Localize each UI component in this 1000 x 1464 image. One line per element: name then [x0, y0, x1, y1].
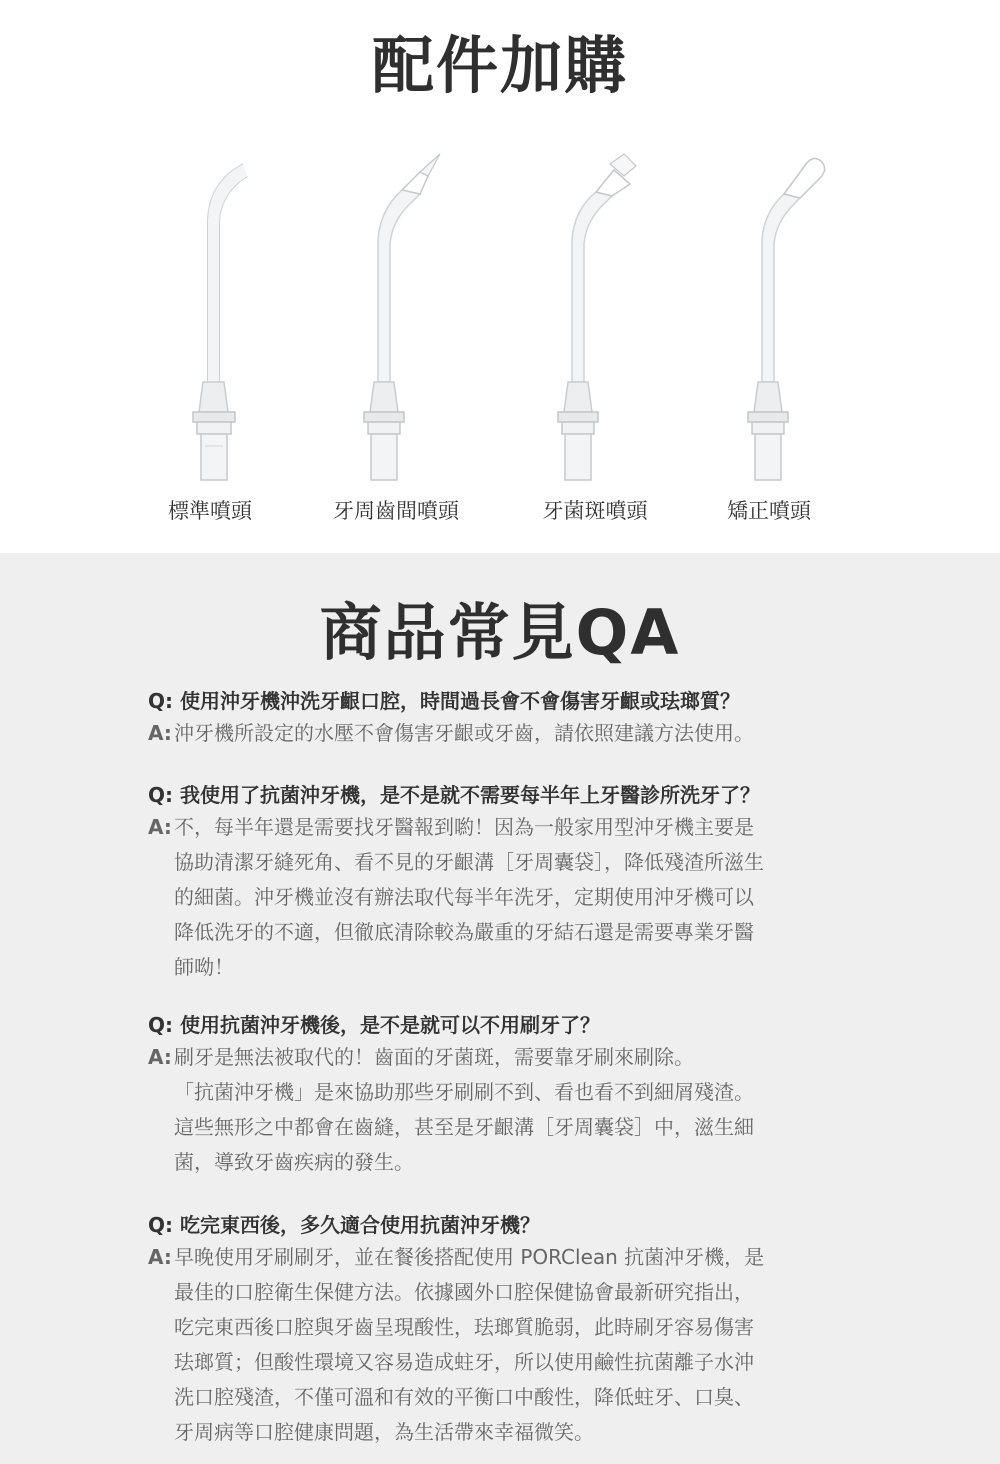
qa-entry [148, 1210, 868, 1450]
qa-answer: A: 不，每半年還是需要找牙醫報到喲！因為一般家用型沖牙機主要是 協助清潔牙縫死角、看不見的牙齦溝［牙周囊袋］，降低殘渣所滋生 的細菌。沖牙機並沒有辦法取代每半年洗牙，定期使用沖牙機可以 降低洗牙的不適，但徹底清除較為嚴重的牙結石還是需要專業牙醫 師呦！ [148, 815, 764, 979]
qa-answer: A: 刷牙是無法被取代的！齒面的牙菌斑，需要靠牙刷來刷除。 「抗菌沖牙機」是來協助那些牙刷刷不到、看也看不到細屑殘渣。 這些無形之中都會在齒縫，甚至是牙齦溝［牙周囊袋］中，滋生細 菌，導致牙齒疾病的發生。 [148, 1045, 754, 1174]
periodontal-nozzle-image [336, 150, 456, 490]
qa-answer: A: 早晚使用牙刷刷牙，並在餐後搭配使用 PORClean 抗菌沖牙機，是 最佳的口腔衛生保健方法。依據國外口腔保健協會最新研究指出， 吃完東西後口腔與牙齒呈現酸性，珐瑯質脆弱，此時刷牙容易傷害 珐瑯質；但酸性環境又容易造成蛀牙，所以使用鹼性抗菌離子水沖 洗口腔殘渣，不僅可溫和有效的平衡口中酸性，降低蛀牙、口臭、 牙周病等口腔健康問題，為生活帶來幸福微笑。 [148, 1245, 765, 1444]
standard-nozzle-label: 標準噴頭 [168, 499, 252, 523]
standard-nozzle-image [153, 150, 273, 490]
periodontal-nozzle-label: 牙周齒間噴頭 [333, 499, 459, 523]
qa-question: Q: 使用沖牙機沖洗牙齦口腔，時間過長會不會傷害牙齦或珐瑯質？ [148, 689, 740, 713]
plaque-nozzle-label: 牙菌斑噴頭 [542, 499, 648, 523]
qa-title: 商品常見QA [319, 596, 681, 669]
accessories-section [0, 0, 1000, 553]
qa-entry [148, 1010, 868, 1180]
orthodontic-nozzle-label: 矯正噴頭 [727, 499, 811, 523]
qa-question: Q: 使用抗菌沖牙機後，是不是就可以不用刷牙了？ [148, 1013, 600, 1037]
qa-entry [148, 780, 868, 985]
accessories-title: 配件加購 [371, 29, 628, 102]
plaque-nozzle-image [530, 150, 650, 490]
qa-question: Q: 吃完東西後，多久適合使用抗菌沖牙機？ [148, 1213, 540, 1237]
qa-section [0, 553, 1000, 1464]
orthodontic-nozzle-image [720, 150, 840, 490]
qa-entry [148, 686, 868, 751]
qa-answer: A: 沖牙機所設定的水壓不會傷害牙齦或牙齒，請依照建議方法使用。 [148, 721, 754, 745]
qa-question: Q: 我使用了抗菌沖牙機，是不是就不需要每半年上牙醫診所洗牙了？ [148, 783, 760, 807]
